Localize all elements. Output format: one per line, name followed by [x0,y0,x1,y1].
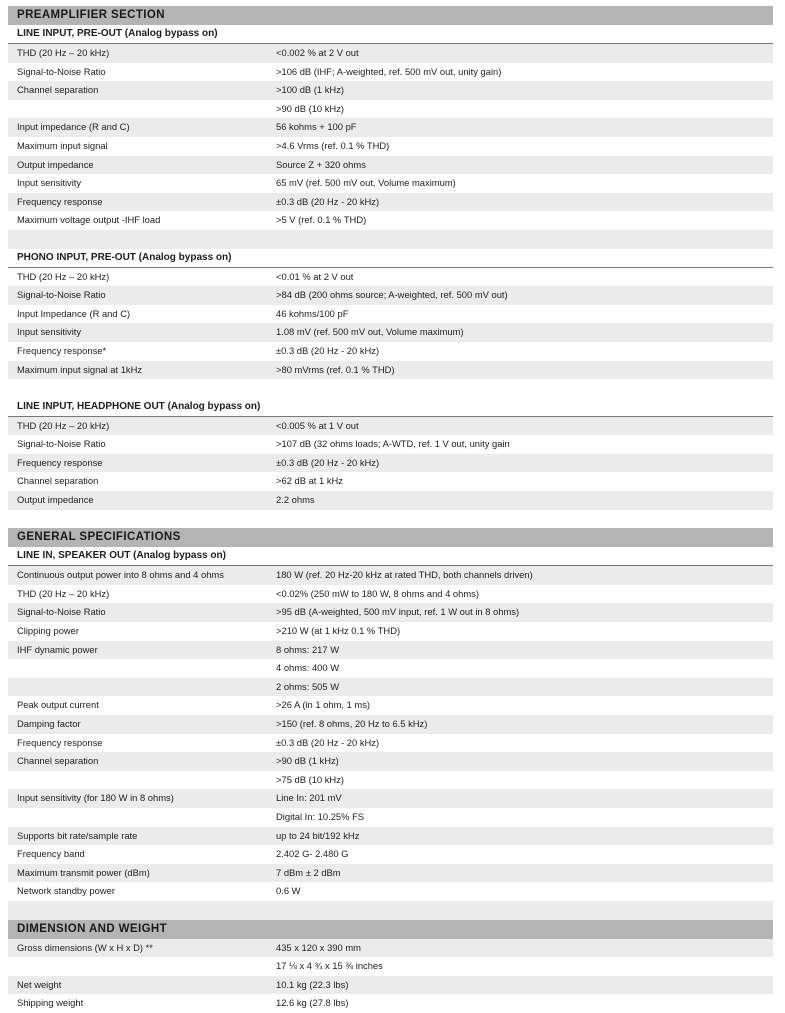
spec-row [8,659,773,678]
spec-label: Maximum input signal [17,139,108,151]
spec-label: Input impedance (R and C) [17,121,130,133]
spec-row [8,193,773,212]
spec-label: Net weight [17,978,62,990]
spec-row [8,789,773,808]
spec-value: >95 dB (A-weighted, 500 mV input, ref. 1 W out in 8 ohms) [276,606,520,618]
spec-row [8,752,773,771]
row-spacer [8,230,773,249]
spec-value: 46 kohms/100 pF [276,307,349,319]
spec-value: 17 ⅛ x 4 ¾ x 15 ⅜ inches [276,960,383,972]
subheader-line-input-headphone-out: LINE INPUT, HEADPHONE OUT (Analog bypass on) [8,398,773,417]
spec-label: Signal-to-Noise Ratio [17,65,106,77]
spec-label [8,100,276,119]
spec-value: 65 mV (ref. 500 mV out, Volume maximum) [276,177,456,189]
spec-row [8,566,773,585]
spec-label [8,957,276,976]
subheader-phono-input-pre-out: PHONO INPUT, PRE-OUT (Analog bypass on) [8,249,773,268]
row-spacer [8,901,773,920]
spec-value: >106 dB (IHF; A-weighted, ref. 500 mV out, unity gain) [276,65,502,77]
spec-label: Channel separation [17,755,99,767]
spec-label: Output impedance [17,494,94,506]
spec-value: <0.01 % at 2 V out [276,270,354,282]
spec-label: THD (20 Hz – 20 kHz) [17,47,110,58]
spec-label: Frequency response* [17,344,107,356]
spec-row [8,678,773,697]
spec-value: >4.6 Vrms (ref. 0.1 % THD) [276,139,390,151]
spec-value: 0.6 W [276,885,301,897]
spec-row [8,976,773,995]
spec-row [8,63,773,82]
spec-row [8,118,773,137]
spec-row [8,957,773,976]
spec-row [8,696,773,715]
spec-row [8,622,773,641]
spec-label: Frequency band [17,848,85,860]
spec-row [8,81,773,100]
spec-value: >62 dB at 1 kHz [276,475,343,487]
spec-value: ±0.3 dB (20 Hz - 20 kHz) [276,456,380,468]
spec-label: THD (20 Hz – 20 kHz) [17,270,110,282]
spec-value: 12.6 kg (27.8 lbs) [276,997,349,1009]
section-header-dimension-and-weight: DIMENSION AND WEIGHT [8,920,773,939]
spec-label: Peak output current [17,699,99,711]
spec-label: IHF dynamic power [17,643,98,655]
spec-label: THD (20 Hz – 20 kHz) [17,419,110,431]
spec-value: ±0.3 dB (20 Hz - 20 kHz) [276,344,380,356]
spec-label: Clipping power [17,625,80,637]
spec-row [8,771,773,790]
spec-row [8,361,773,380]
spec-label: Maximum input signal at 1kHz [17,363,143,375]
spec-label: Supports bit rate/sample rate [17,829,138,841]
spec-label: Frequency response [17,456,103,468]
spec-row [8,417,773,436]
spec-row [8,100,773,119]
spec-value: 2 ohms: 505 W [276,680,340,692]
spec-row [8,827,773,846]
spec-row [8,845,773,864]
spec-value: up to 24 bit/192 kHz [276,829,360,841]
spec-label: Signal-to-Noise Ratio [17,606,106,618]
spec-label: THD (20 Hz – 20 kHz) [17,587,110,599]
spec-value: 7 dBm ± 2 dBm [276,866,341,878]
spec-value: Digital In: 10.25% FS [276,810,365,822]
spec-label: Frequency response [17,736,103,748]
spec-row [8,268,773,287]
spec-row [8,864,773,883]
spec-label: Input sensitivity [17,326,82,338]
spec-value: 2.402 G- 2.480 G [276,848,349,860]
spec-row [8,994,773,1013]
spec-row [8,882,773,901]
spec-row [8,435,773,454]
spec-value: 8 ohms: 217 W [276,643,340,655]
spec-value: ±0.3 dB (20 Hz - 20 kHz) [276,736,380,748]
spec-value: >100 dB (1 kHz) [276,84,345,96]
spec-label: Damping factor [17,718,81,729]
subheader-line-in-speaker-out: LINE IN, SPEAKER OUT (Analog bypass on) [8,547,773,566]
spec-row [8,137,773,156]
spec-value: 56 kohms + 100 pF [276,121,357,133]
spec-value: >210 W (at 1 kHz 0.1 % THD) [276,625,401,637]
spec-label: Output impedance [17,158,94,170]
spec-row [8,715,773,734]
spec-row [8,211,773,230]
spec-row [8,603,773,622]
spec-value: >84 dB (200 ohms source; A-weighted, ref. 500 mV out) [276,289,508,301]
spec-row [8,491,773,510]
spec-label: Maximum voltage output -IHF load [17,214,161,226]
spec-value: 180 W (ref. 20 Hz-20 kHz at rated THD, both channels driven) [276,569,533,581]
spec-value: Source Z + 320 ohms [276,158,366,170]
spec-label: Input sensitivity (for 180 W in 8 ohms) [17,792,174,804]
spec-label: Channel separation [17,84,99,96]
spec-value: Line In: 201 mV [276,792,342,804]
spec-label: Gross dimensions (W x H x D) ** [17,941,153,953]
spec-row [8,44,773,63]
spec-row [8,641,773,660]
row-spacer [8,510,773,529]
spec-value: <0.002 % at 2 V out [276,47,359,58]
spec-row [8,808,773,827]
spec-row [8,585,773,604]
spec-row [8,342,773,361]
spec-value: >5 V (ref. 0.1 % THD) [276,214,367,226]
section-header-general-specifications: GENERAL SPECIFICATIONS [8,528,773,547]
row-spacer [8,379,773,398]
spec-label: Maximum transmit power (dBm) [17,866,150,878]
spec-value: >107 dB (32 ohms loads; A-WTD, ref. 1 V out, unity gain [276,438,510,450]
spec-value: 2.2 ohms [276,494,315,506]
spec-value: <0.005 % at 1 V out [276,419,359,431]
spec-value: 1.08 mV (ref. 500 mV out, Volume maximum) [276,326,464,338]
spec-label [8,808,276,827]
spec-value: ±0.3 dB (20 Hz - 20 kHz) [276,195,380,207]
spec-value: <0.02% (250 mW to 180 W, 8 ohms and 4 ohms) [276,587,479,599]
subheader-line-input-pre-out: LINE INPUT, PRE-OUT (Analog bypass on) [8,25,773,44]
section-header-preamplifier: PREAMPLIFIER SECTION [8,6,773,25]
spec-label: Input Impedance (R and C) [17,307,131,319]
spec-row [8,305,773,324]
spec-row [8,472,773,491]
spec-value: 435 x 120 x 390 mm [276,941,361,953]
spec-label: Channel separation [17,475,99,487]
spec-label: Signal-to-Noise Ratio [17,438,106,450]
spec-value: 10.1 kg (22.3 lbs) [276,978,349,990]
spec-label: Network standby power [17,885,115,897]
spec-label: Shipping weight [17,997,84,1009]
spec-row [8,939,773,958]
spec-value: >80 mVrms (ref. 0.1 % THD) [276,363,395,375]
spec-row [8,454,773,473]
spec-value: 4 ohms: 400 W [276,662,340,674]
spec-value: >150 (ref. 8 ohms, 20 Hz to 6.5 kHz) [276,718,428,729]
spec-value: >26 A (in 1 ohm, 1 ms) [276,699,371,711]
spec-label [8,659,276,678]
spec-label [8,678,276,697]
spec-label: Input sensitivity [17,177,82,189]
spec-label: Signal-to-Noise Ratio [17,289,106,301]
spec-label: Continuous output power into 8 ohms and 4 ohms [17,569,224,581]
spec-row [8,323,773,342]
spec-label [8,771,276,790]
spec-label: Frequency response [17,195,103,207]
spec-value: >75 dB (10 kHz) [276,773,345,785]
spec-document [8,6,773,1013]
spec-row [8,734,773,753]
spec-row [8,286,773,305]
spec-value: >90 dB (10 kHz) [276,102,345,114]
spec-row [8,174,773,193]
spec-row [8,156,773,175]
spec-value: >90 dB (1 kHz) [276,755,339,767]
